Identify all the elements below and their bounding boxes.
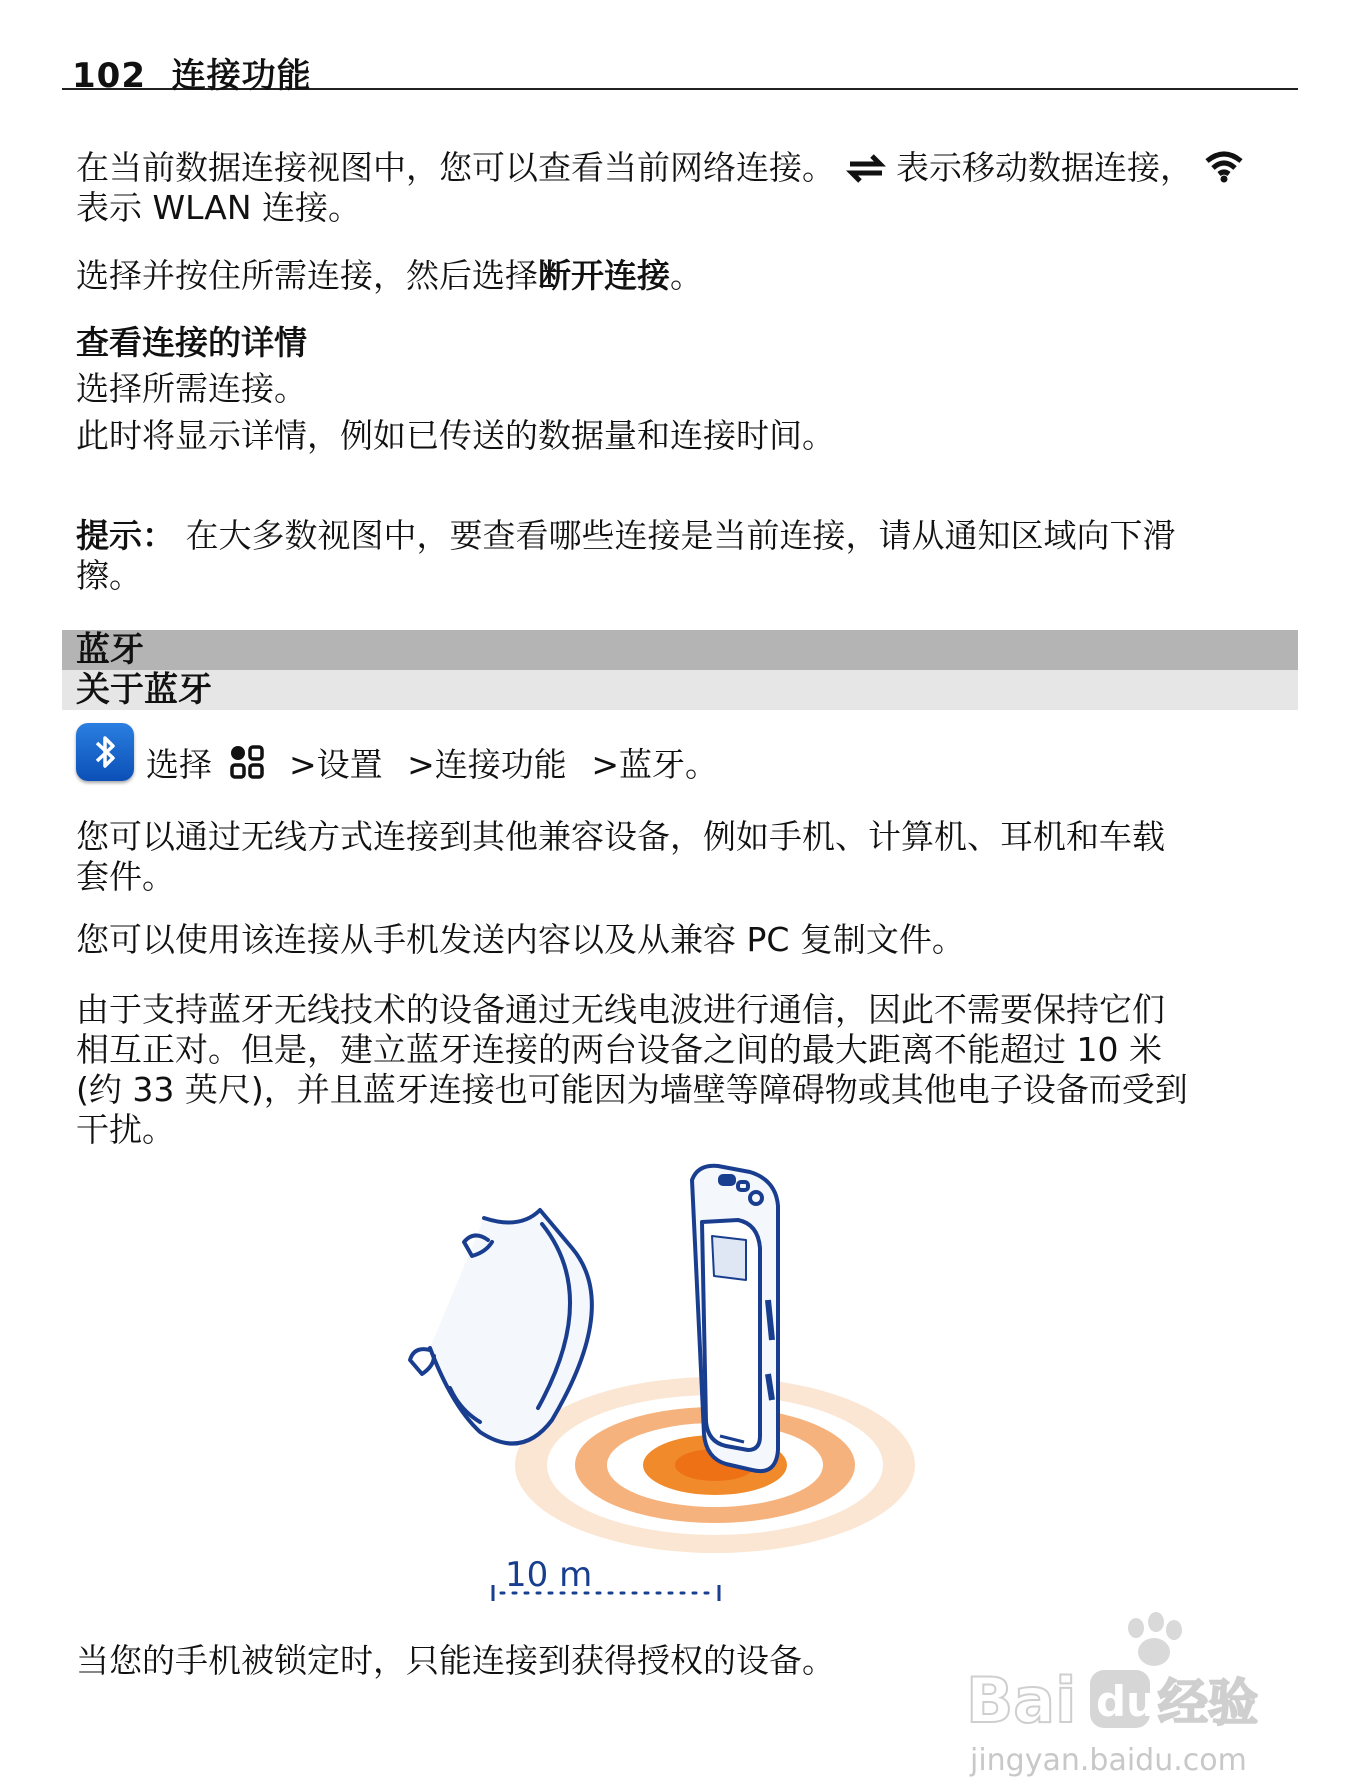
path-prefix: 选择 — [146, 745, 212, 784]
chapter-title: 连接功能 — [171, 56, 312, 96]
svg-text:jingyan.baidu.com: jingyan.baidu.com — [970, 1743, 1247, 1778]
para3-line1: 由于支持蓝牙无线技术的设备通过无线电波进行通信，因此不需要保持它们 — [76, 990, 1165, 1029]
bluetooth-path — [146, 744, 718, 785]
bluetooth-icon — [76, 723, 134, 781]
section-title: 蓝牙 — [76, 630, 144, 670]
page-title — [72, 48, 312, 97]
menu-grid-icon — [229, 744, 265, 780]
page-number: 102 — [72, 56, 146, 96]
bluetooth-para-2: 您可以使用该连接从手机发送内容以及从兼容 PC 复制文件。 — [76, 920, 965, 959]
svg-text:du: du — [1096, 1677, 1156, 1726]
svg-text:经验: 经验 — [1158, 1674, 1258, 1732]
disconnect-text: 选择并按住所需连接，然后选择 — [76, 256, 538, 295]
subsection-bar-about — [62, 670, 1298, 710]
para1-line1: 您可以通过无线方式连接到其他兼容设备，例如手机、计算机、耳机和车载 — [76, 817, 1165, 856]
details-line-1: 选择所需连接。 — [76, 369, 307, 408]
subsection-title: 关于蓝牙 — [76, 670, 212, 710]
tip-label: 提示： — [76, 516, 175, 555]
details-line-2: 此时将显示详情，例如已传送的数据量和连接时间。 — [76, 416, 835, 455]
svg-text:Bai: Bai — [966, 1664, 1077, 1737]
tip-paragraph — [76, 516, 1286, 596]
disconnect-paragraph — [76, 256, 1286, 296]
section-bar-bluetooth — [62, 630, 1298, 670]
disconnect-option: 断开连接 — [538, 256, 670, 295]
path-end: 。 — [684, 745, 718, 784]
wlan-text: 表示 WLAN 连接。 — [76, 188, 362, 227]
details-heading: 查看连接的详情 — [76, 323, 307, 362]
wlan-icon — [1204, 149, 1244, 183]
path-bluetooth: >蓝牙 — [591, 745, 685, 784]
intro-text: 在当前数据连接视图中，您可以查看当前网络连接。 — [76, 148, 835, 187]
intro-paragraph — [76, 148, 1286, 228]
mobile-data-icon — [846, 153, 886, 183]
para3-line3: (约 33 英尺)，并且蓝牙连接也可能因为墙壁等障碍物或其他电子设备而受到 — [76, 1070, 1188, 1109]
bluetooth-range-illustration — [400, 1160, 960, 1620]
path-connectivity: >连接功能 — [407, 745, 567, 784]
tip-text-end: 擦。 — [76, 556, 142, 595]
page-header — [62, 40, 1298, 96]
bluetooth-para-3 — [76, 990, 1286, 1150]
para3-line2: 相互正对。但是，建立蓝牙连接的两台设备之间的最大距离不能超过 10 米 — [76, 1030, 1162, 1069]
range-label: 10 m — [505, 1555, 593, 1595]
phone-drawing — [692, 1166, 778, 1471]
baidu-watermark-logo — [960, 1610, 1300, 1780]
disconnect-end: 。 — [670, 256, 703, 295]
tip-text: 在大多数视图中，要查看哪些连接是当前连接，请从通知区域向下滑 — [175, 516, 1176, 555]
path-settings: >设置 — [289, 745, 383, 784]
mobile-data-text: 表示移动数据连接， — [896, 148, 1193, 187]
para3-line4: 干扰。 — [76, 1110, 175, 1149]
locked-paragraph: 当您的手机被锁定时，只能连接到获得授权的设备。 — [76, 1641, 835, 1680]
para1-line2: 套件。 — [76, 857, 175, 896]
bluetooth-para-1 — [76, 817, 1286, 897]
